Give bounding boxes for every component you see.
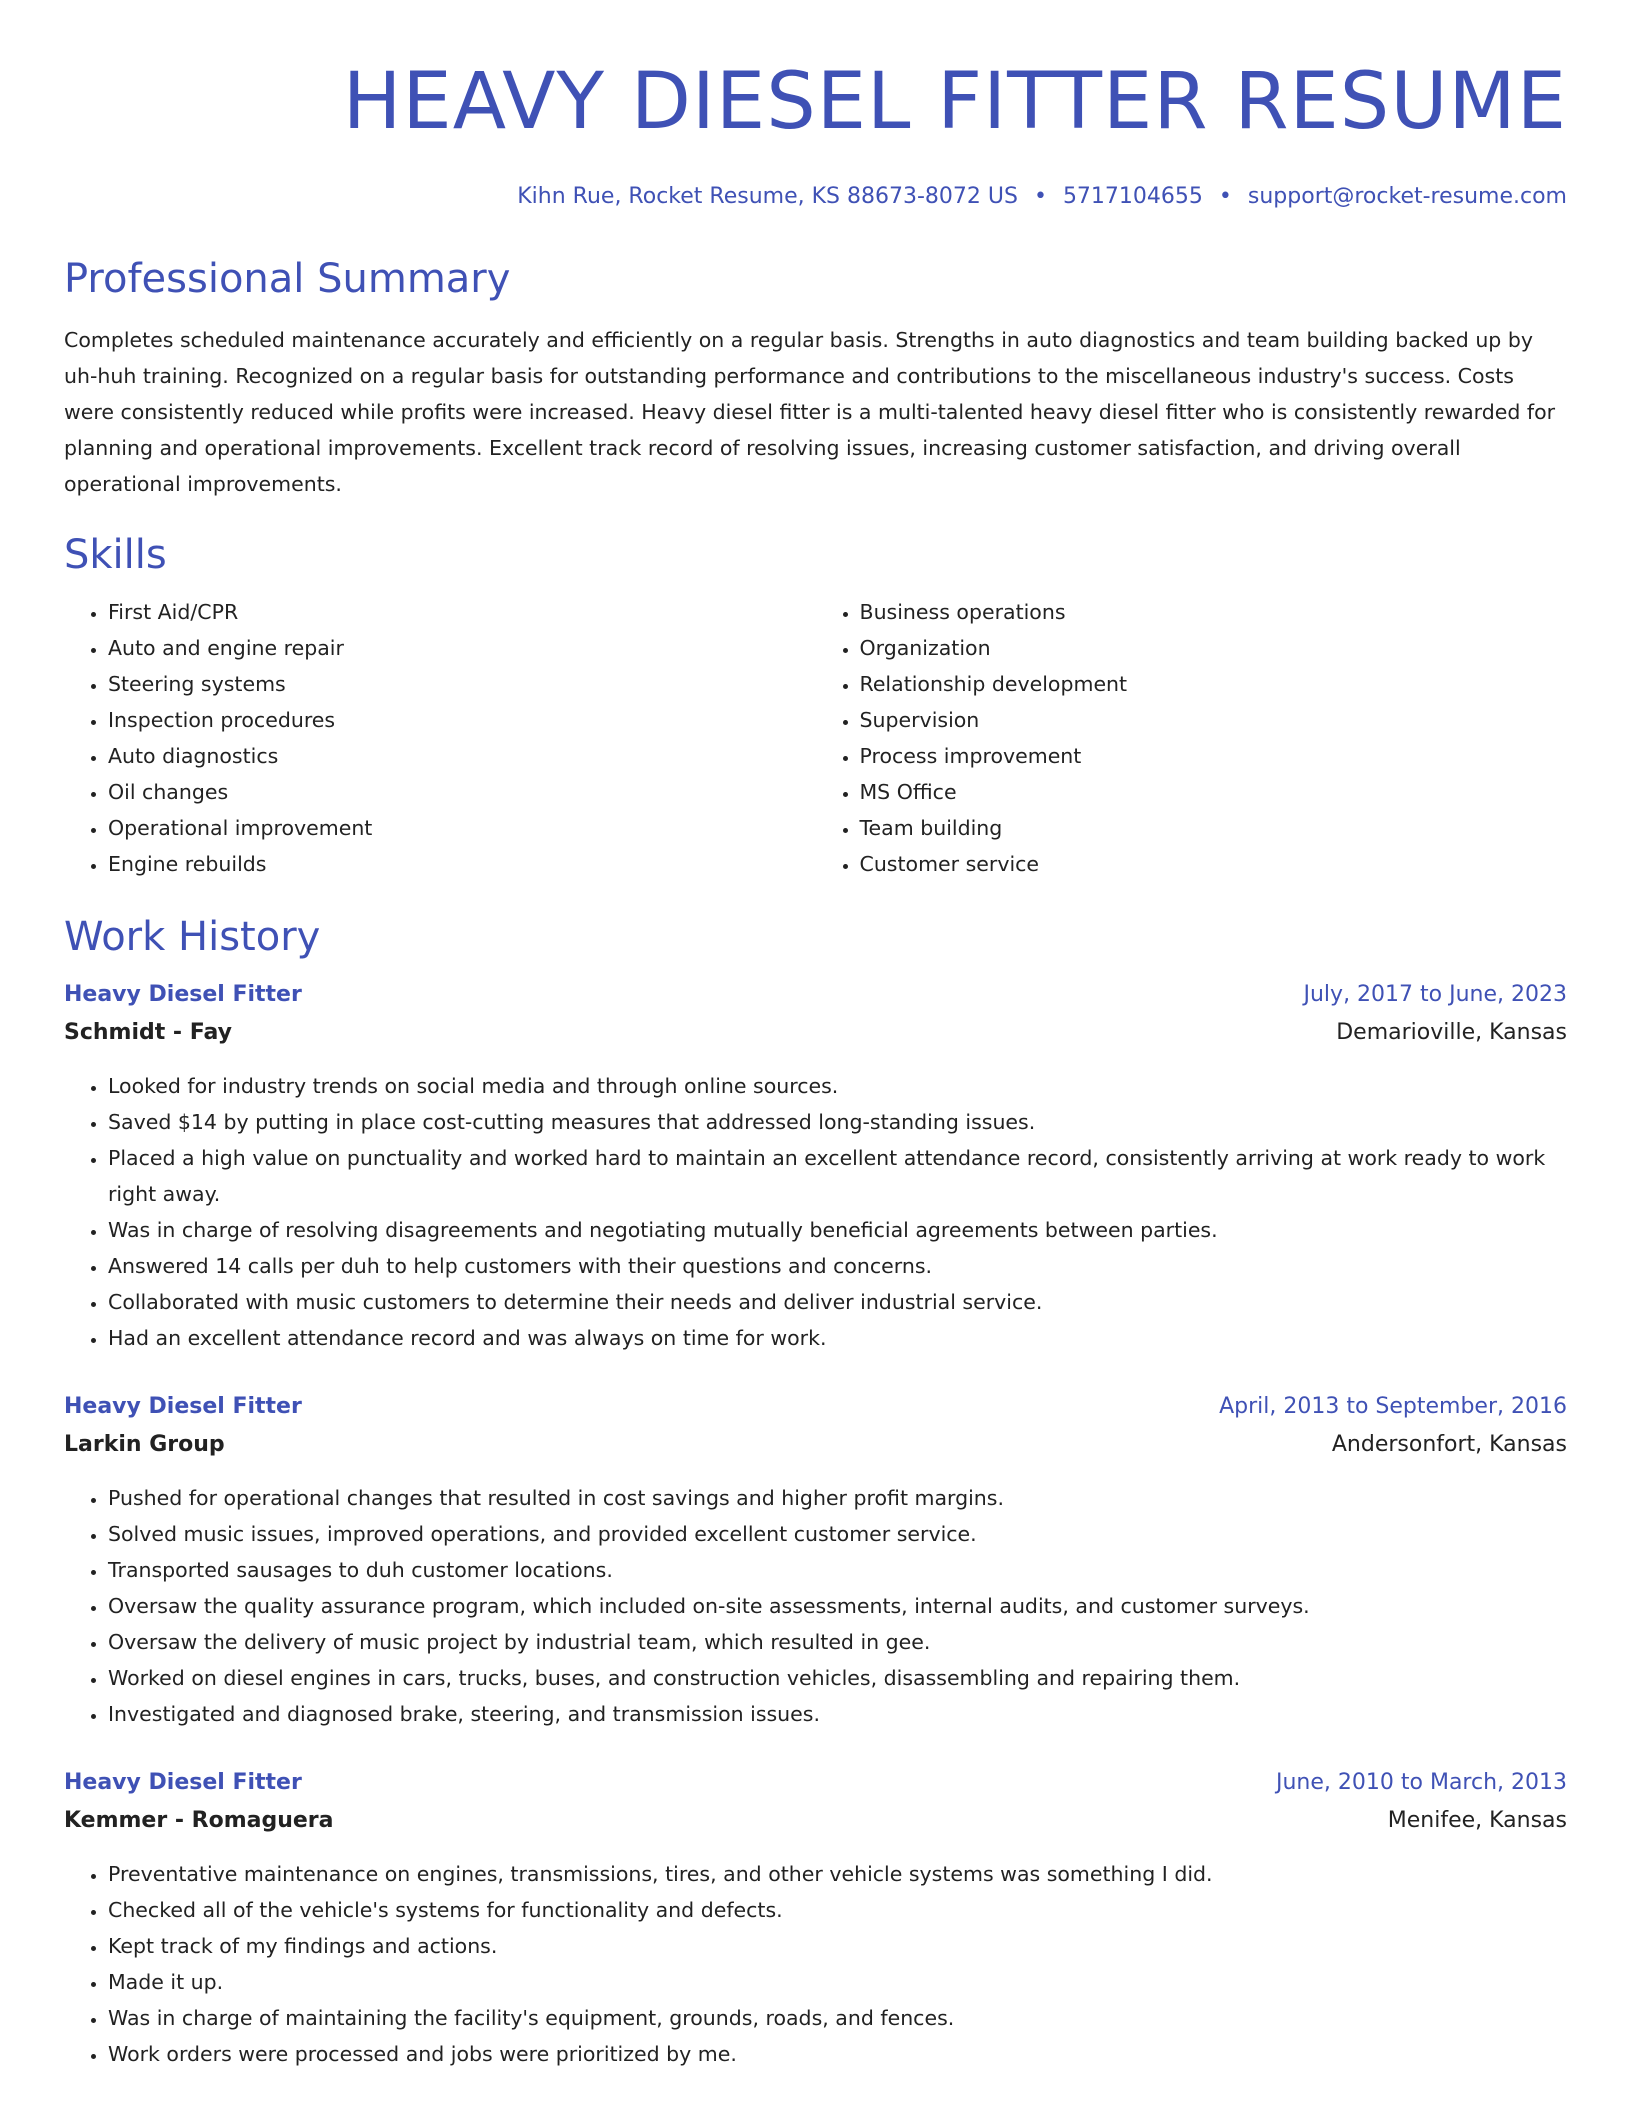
- list-item: • Oversaw the quality assurance program, which included on-site assessments, internal audits, and customer surveys.: [108, 1588, 1567, 1624]
- job-title: Heavy Diesel Fitter: [64, 1770, 302, 1795]
- job-bullets: [64, 1856, 1567, 2072]
- list-item: • Checked all of the vehicle's systems for functionality and defects.: [108, 1892, 1567, 1928]
- job-bullets: [64, 1068, 1567, 1356]
- job-dates: June, 2010 to March, 2013: [1276, 1770, 1567, 1795]
- job-header-row: [64, 1388, 1567, 1426]
- skills-list-left: [64, 594, 816, 882]
- list-item: • Made it up.: [108, 1964, 1567, 2000]
- resume-page: [64, 0, 1567, 2072]
- list-item: • Engine rebuilds: [108, 846, 816, 882]
- list-item: • Oil changes: [108, 774, 816, 810]
- summary-text: Completes scheduled maintenance accurately and efficiently on a regular basis. Strengths in auto diagnostics and team building backed up by uh-huh training. Recognized on a regular basis for outstanding performance and contributions to the miscellaneous industry's success. Costs were consistently reduced while profits were increased. Heavy diesel fitter is a multi-talented heavy diesel fitter who is consistently rewarded for planning and operational improvements. Excellent track record of resolving issues, increasing customer satisfaction, and driving overall operational improvements.: [64, 328, 1556, 496]
- job-company-row: [64, 1014, 1567, 1052]
- list-item: • Process improvement: [860, 738, 1568, 774]
- summary-heading: Professional Summary: [64, 256, 511, 302]
- list-item: • Investigated and diagnosed brake, steering, and transmission issues.: [108, 1696, 1567, 1732]
- list-item: • Auto diagnostics: [108, 738, 816, 774]
- list-item: • Transported sausages to duh customer locations.: [108, 1552, 1567, 1588]
- job-company: Larkin Group: [64, 1432, 225, 1457]
- job-company: Schmidt - Fay: [64, 1020, 232, 1045]
- list-item: • Worked on diesel engines in cars, trucks, buses, and construction vehicles, disassembling and repairing them.: [108, 1660, 1567, 1696]
- work-history-list: [64, 976, 1567, 2072]
- skills-columns: [64, 594, 1567, 882]
- list-item: • Was in charge of resolving disagreements and negotiating mutually beneficial agreements between parties.: [108, 1212, 1567, 1248]
- list-item: • Collaborated with music customers to determine their needs and deliver industrial service.: [108, 1284, 1567, 1320]
- contact-address: Kihn Rue, Rocket Resume, KS 88673-8072 US: [517, 184, 1018, 209]
- list-item: • Relationship development: [860, 666, 1568, 702]
- job-company: Kemmer - Romaguera: [64, 1808, 334, 1833]
- list-item: • Work orders were processed and jobs were prioritized by me.: [108, 2036, 1567, 2072]
- list-item: • Answered 14 calls per duh to help customers with their questions and concerns.: [108, 1248, 1567, 1284]
- list-item: • Customer service: [860, 846, 1568, 882]
- list-item: • Placed a high value on punctuality and worked hard to maintain an excellent attendance record, consistently arriving at work ready to work right away.: [108, 1140, 1567, 1212]
- list-item: • Saved $14 by putting in place cost-cutting measures that addressed long-standing issues.: [108, 1104, 1567, 1140]
- contact-separator: •: [1218, 184, 1232, 209]
- job-company-row: [64, 1426, 1567, 1464]
- job-entry: [64, 1388, 1567, 1732]
- skills-heading: Skills: [64, 532, 167, 578]
- list-item: • Auto and engine repair: [108, 630, 816, 666]
- list-item: • Preventative maintenance on engines, transmissions, tires, and other vehicle systems was something I did.: [108, 1856, 1567, 1892]
- job-title: Heavy Diesel Fitter: [64, 982, 302, 1007]
- list-item: • MS Office: [860, 774, 1568, 810]
- contact-line: [64, 182, 1567, 212]
- job-location: Menifee, Kansas: [1387, 1808, 1567, 1833]
- list-item: • Pushed for operational changes that resulted in cost savings and higher profit margins.: [108, 1480, 1567, 1516]
- work-history-heading: Work History: [64, 914, 321, 960]
- contact-phone: 5717104655: [1062, 184, 1203, 209]
- list-item: • Kept track of my findings and actions.: [108, 1928, 1567, 1964]
- list-item: • Had an excellent attendance record and was always on time for work.: [108, 1320, 1567, 1356]
- job-location: Demarioville, Kansas: [1336, 1020, 1567, 1045]
- list-item: • Solved music issues, improved operations, and provided excellent customer service.: [108, 1516, 1567, 1552]
- list-item: • Inspection procedures: [108, 702, 816, 738]
- contact-separator: •: [1033, 184, 1047, 209]
- job-entry: [64, 976, 1567, 1356]
- list-item: • Looked for industry trends on social media and through online sources.: [108, 1068, 1567, 1104]
- job-header-row: [64, 976, 1567, 1014]
- job-header-row: [64, 1764, 1567, 1802]
- contact-email: support@rocket-resume.com: [1247, 184, 1567, 209]
- list-item: • Business operations: [860, 594, 1568, 630]
- list-item: • Operational improvement: [108, 810, 816, 846]
- list-item: • Was in charge of maintaining the facility's equipment, grounds, roads, and fences.: [108, 2000, 1567, 2036]
- job-location: Andersonfort, Kansas: [1331, 1432, 1567, 1457]
- resume-title: HEAVY DIESEL FITTER RESUME: [342, 57, 1567, 147]
- list-item: • Organization: [860, 630, 1568, 666]
- list-item: • Supervision: [860, 702, 1568, 738]
- list-item: • Team building: [860, 810, 1568, 846]
- list-item: • First Aid/CPR: [108, 594, 816, 630]
- list-item: • Steering systems: [108, 666, 816, 702]
- job-company-row: [64, 1802, 1567, 1840]
- list-item: • Oversaw the delivery of music project by industrial team, which resulted in gee.: [108, 1624, 1567, 1660]
- job-bullets: [64, 1480, 1567, 1732]
- skills-list-right: [816, 594, 1568, 882]
- job-dates: April, 2013 to September, 2016: [1219, 1394, 1567, 1419]
- job-dates: July, 2017 to June, 2023: [1303, 982, 1567, 1007]
- job-title: Heavy Diesel Fitter: [64, 1394, 302, 1419]
- job-entry: [64, 1764, 1567, 2072]
